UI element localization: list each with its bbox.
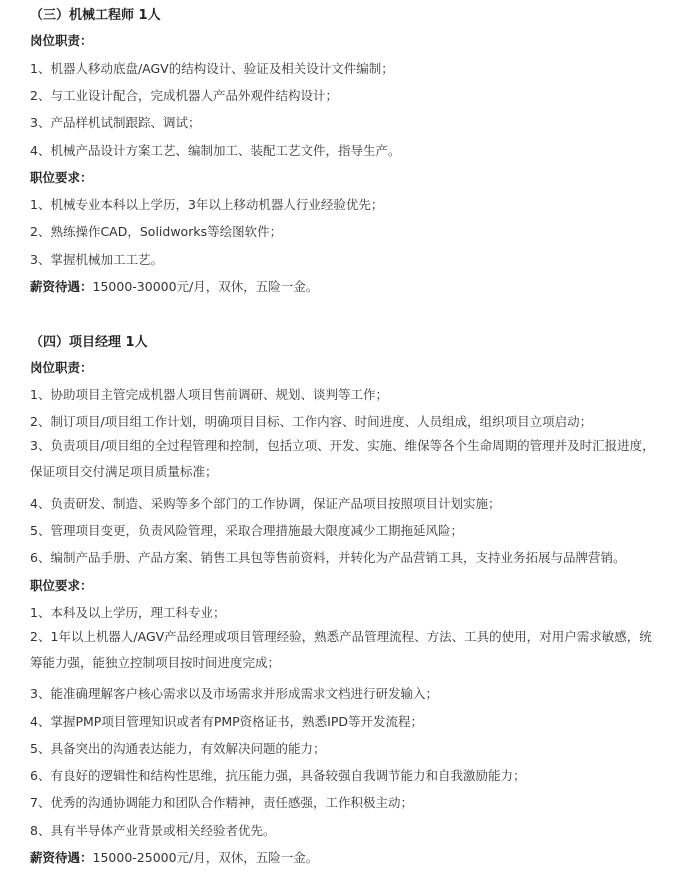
salary-value: 15000-25000元/月，双休，五险一金。 — [92, 850, 319, 865]
duty-item: 4、机械产品设计方案工艺、编制加工、装配工艺文件，指导生产。 — [30, 143, 401, 158]
duties-label: 岗位职责： — [30, 360, 93, 375]
duty-item: 1、机器人移动底盘/AGV的结构设计、验证及相关设计文件编制； — [30, 61, 394, 76]
requirements-label: 职位要求： — [30, 578, 93, 593]
duty-item: 2、制订项目/项目组工作计划，明确项目目标、工作内容、时间进度、人员组成，组织项目立项启动； — [30, 414, 593, 429]
requirement-item: 4、掌握PMP项目管理知识或者有PMP资格证书，熟悉IPD等开发流程； — [30, 714, 424, 729]
salary-line — [30, 848, 318, 866]
duty-item: 3、负责项目/项目组的全过程管理和控制，包括立项、开发、实施、维保等各个生命周期的管理并及时汇报进度，保证项目交付满足项目质量标准； — [30, 438, 655, 479]
duty-item: 2、与工业设计配合，完成机器人产品外观件结构设计； — [30, 88, 338, 103]
salary-label: 薪资待遇： — [30, 850, 93, 865]
duties-label: 岗位职责： — [30, 33, 93, 48]
duty-item: 5、管理项目变更，负责风险管理，采取合理措施最大限度减少工期拖延风险； — [30, 523, 463, 538]
duty-item: 4、负责研发、制造、采购等多个部门的工作协调，保证产品项目按照项目计划实施； — [30, 496, 501, 511]
requirement-item: 3、能准确理解客户核心需求以及市场需求并形成需求文档进行研发输入； — [30, 686, 438, 701]
salary-label: 薪资待遇： — [30, 279, 93, 294]
requirement-item: 7、优秀的沟通协调能力和团队合作精神，责任感强，工作积极主动； — [30, 795, 413, 810]
requirements-label: 职位要求： — [30, 170, 93, 185]
duty-item: 3、产品样机试制跟踪、调试； — [30, 115, 201, 130]
duty-item: 1、协助项目主管完成机器人项目售前调研、规划、谈判等工作； — [30, 387, 388, 402]
requirement-item: 1、机械专业本科以上学历，3年以上移动机器人行业经验优先； — [30, 197, 384, 212]
requirement-item: 6、有良好的逻辑性和结构性思维，抗压能力强，具备较强自我调节能力和自我激励能力； — [30, 768, 526, 783]
section-title-project-manager: （四）项目经理 1人 — [30, 335, 148, 350]
requirement-item: 1、本科及以上学历，理工科专业； — [30, 605, 226, 620]
salary-line — [30, 277, 318, 295]
requirement-item: 2、熟练操作CAD，Solidworks等绘图软件； — [30, 224, 283, 239]
section-title-mechanical-engineer: （三）机械工程师 1人 — [30, 8, 161, 23]
requirement-item: 3、掌握机械加工工艺。 — [30, 252, 163, 267]
requirement-item: 8、具有半导体产业背景或相关经验者优先。 — [30, 823, 276, 838]
requirement-item: 5、具备突出的沟通表达能力，有效解决问题的能力； — [30, 741, 326, 756]
duty-item: 6、编制产品手册、产品方案、销售工具包等售前资料，并转化为产品营销工具，支持业务拓展与品牌营销。 — [30, 550, 626, 565]
salary-value: 15000-30000元/月，双休，五险一金。 — [92, 279, 319, 294]
requirement-item: 2、1年以上机器人/AGV产品经理或项目管理经验，熟悉产品管理流程、方法、工具的使用，对用户需求敏感，统筹能力强，能独立控制项目按时间进度完成； — [30, 629, 652, 670]
